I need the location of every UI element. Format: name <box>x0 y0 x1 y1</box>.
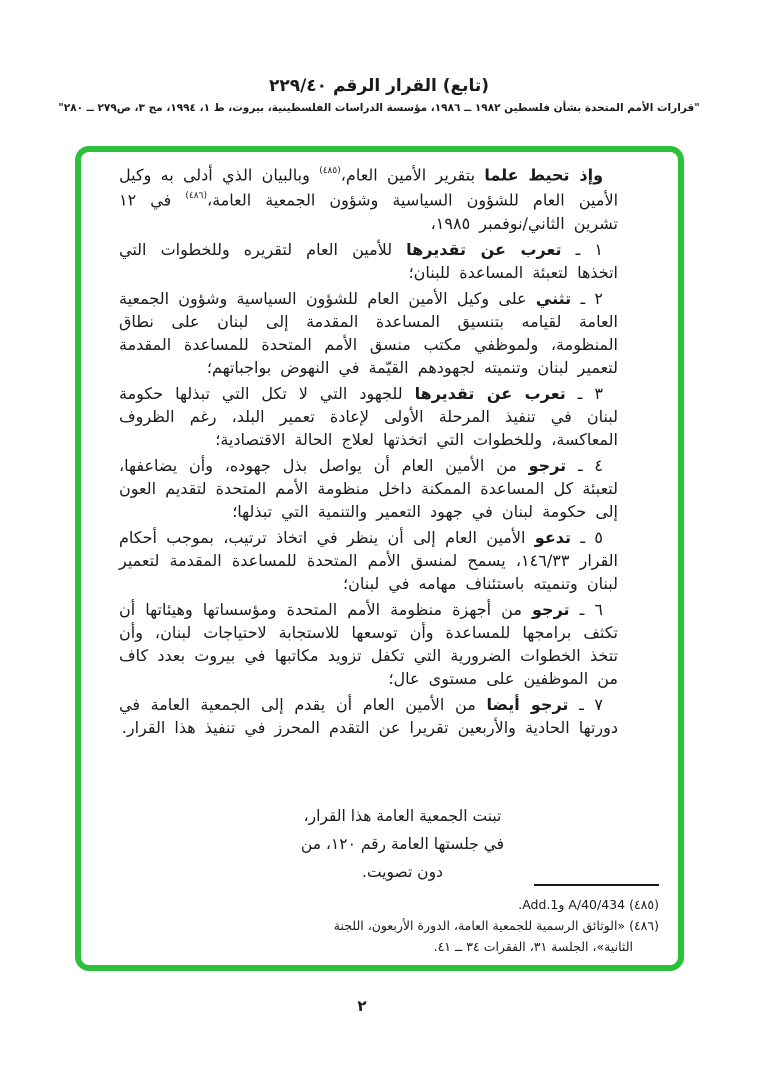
operative-paragraph <box>119 526 618 595</box>
paragraph-text: الأمين العام إلى أن ينظر في اتخاذ ترتيب، بموجب أحكام القرار ١٤٦/٣٣، يسمح لمنسق الأمم المتحدة للمساعدة المقدمة لتعمير لبنان وتنميته باستئناف مهامه في لبنان؛ <box>119 527 619 593</box>
operative-paragraph <box>119 382 618 451</box>
adoption-line: دون تصويت. <box>362 863 443 881</box>
document-header <box>0 76 758 114</box>
operative-paragraph <box>119 598 618 690</box>
paragraph-number: ٢ ـ <box>571 288 603 308</box>
paragraph-lead: ترجو <box>532 599 570 619</box>
footnote <box>294 915 659 957</box>
footnote-text: «الوثائق الرسمية للجمعية العامة، الدورة الأربعون، اللجنة الثانية»، الجلسة ٣١، الفقرات ٣٤ ــ ٤١. <box>333 918 633 954</box>
footnote <box>294 894 659 915</box>
page-number: ٢ <box>357 997 367 1015</box>
operative-paragraph <box>119 693 618 739</box>
paragraph-text: للأمين العام لتقريره وللخطوات التي اتخذها لتعبئة المساعدة للبنان؛ <box>119 239 618 282</box>
paragraph-number: ٥ ـ <box>571 527 603 547</box>
paragraph-number: ١ ـ <box>561 239 604 259</box>
paragraph-lead: تعرب عن تقديرها <box>406 239 562 259</box>
operative-paragraphs <box>119 238 618 739</box>
footnote-text: A/40/434 وAdd.1. <box>518 897 626 912</box>
adoption-line: تبنت الجمعية العامة هذا القرار، <box>303 807 502 825</box>
operative-paragraph <box>119 454 618 523</box>
preamble-text-a: بتقرير الأمين العام، <box>340 165 485 185</box>
paragraph-text: على وكيل الأمين العام للشؤون السياسية وشؤون الجمعية العامة لقيامه بتنسيق المساعدة المقدمة إلى لبنان على نطاق المنظومة، ولموظفي مكتب منسق الأمم المتحدة للمساعدة المقدمة لتعمير لبنان وتنميته لجهودهم القيّمة في النهوض بواجباتهم؛ <box>119 288 618 377</box>
paragraph-lead: ترجو <box>528 455 567 475</box>
paragraph-number: ٣ ـ <box>565 383 604 403</box>
source-citation: "قرارات الأمم المتحدة بشأن فلسطين ١٩٨٢ ــ ١٩٨٦، مؤسسة الدراسات الفلسطينية، بيروت، ط ١، ١٩٩٤، مج ٣، ص٢٧٩ ــ ٢٨٠" <box>58 102 700 114</box>
paragraph-lead: تعرب عن تقديرها <box>414 383 566 403</box>
preamble-lead: وإذ تحيط علما <box>484 165 604 185</box>
paragraph-text: للجهود التي لا تكل التي تبذلها حكومة لبنان في تنفيذ المرحلة الأولى لإعادة تعمير البلد، رغم الظروف المعاكسة، وللخطوات التي اتخذتها لعلاج الحالة الاقتصادية؛ <box>119 383 618 449</box>
resolution-box <box>75 146 684 971</box>
paragraph-lead: تثني <box>535 288 572 308</box>
preamble-text-c: في ١٢ تشرين الثاني/نوفمبر ١٩٨٥، <box>119 190 618 233</box>
footnote-ref: (٤٨٥) <box>625 897 659 912</box>
paragraph-lead: تدعو <box>534 527 571 547</box>
footnotes <box>294 894 659 957</box>
adoption-line: في جلستها العامة رقم ١٢٠، من <box>300 835 505 853</box>
paragraph-number: ٧ ـ <box>568 694 604 714</box>
footnote-ref-486: (٤٨٦) <box>185 191 207 202</box>
preamble-paragraph <box>119 161 618 235</box>
paragraph-number: ٦ ـ <box>569 599 603 619</box>
adoption-note <box>104 802 684 886</box>
resolution-title: (تابع) القرار الرقم ٢٢٩/٤٠ <box>268 76 490 96</box>
footnote-ref: (٤٨٦) <box>625 918 659 933</box>
footnote-ref-485: (٤٨٥) <box>319 166 341 176</box>
paragraph-lead: ترجو أيضا <box>486 694 569 714</box>
operative-paragraph <box>119 287 618 379</box>
footnote-divider <box>534 884 659 886</box>
preamble-text-b: وبالبيان الذي أدلى به وكيل الأمين العام للشؤون السياسية وشؤون الجمعية العامة، <box>119 165 619 210</box>
paragraph-number: ٤ ـ <box>566 455 604 475</box>
paragraph-text: من أجهزة منظومة الأمم المتحدة ومؤسساتها وهيئاتها أن تكثف برامجها للمساعدة وأن توسعها للاستجابة لاحتياجات لبنان، وأن تتخذ الخطوات الضرورية التي تكفل تزويد مكاتبها في بيروت بعدد كاف من الموظفين على مستوى عال؛ <box>119 599 618 688</box>
operative-paragraph <box>119 238 618 284</box>
paragraph-text: من الأمين العام أن يواصل بذل جهوده، وأن يضاعفها، لتعبئة كل المساعدة الممكنة داخل منظومة الأمم المتحدة لتقديم العون إلى حكومة لبنان في جهود التعمير والتنمية التي تبذلها؛ <box>119 455 618 521</box>
paragraph-text: من الأمين العام أن يقدم إلى الجمعية العامة في دورتها الحادية والأربعين تقريرا عن التقدم المحرز في تنفيذ هذا القرار. <box>119 694 618 737</box>
